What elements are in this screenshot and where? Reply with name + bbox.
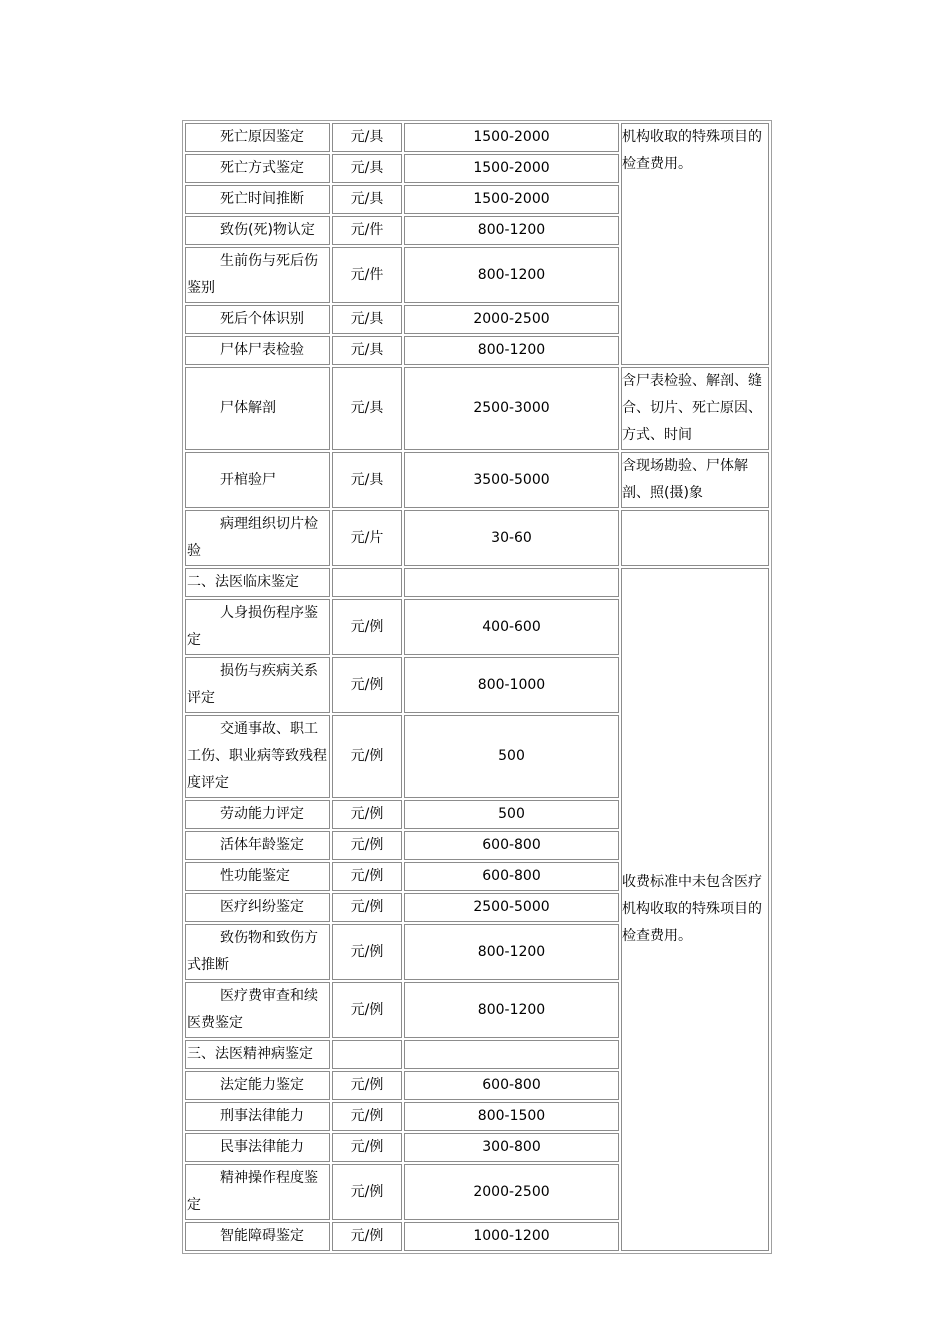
unit-cell: 元/例 [332, 657, 402, 713]
item-cell: 法定能力鉴定 [185, 1071, 330, 1100]
table-row [185, 367, 769, 450]
price-cell: 2500-3000 [404, 367, 619, 450]
item-cell: 活体年龄鉴定 [185, 831, 330, 860]
item-cell: 医疗费审查和续医费鉴定 [185, 982, 330, 1038]
price-cell: 1500-2000 [404, 154, 619, 183]
price-cell: 500 [404, 715, 619, 798]
item-cell: 致伤(死)物认定 [185, 216, 330, 245]
fee-table [182, 120, 772, 1254]
unit-cell: 元/例 [332, 1222, 402, 1251]
unit-cell: 元/件 [332, 247, 402, 303]
price-cell: 3500-5000 [404, 452, 619, 508]
price-cell: 300-800 [404, 1133, 619, 1162]
unit-cell: 元/例 [332, 831, 402, 860]
unit-cell: 元/例 [332, 1102, 402, 1131]
table-row [185, 568, 769, 597]
item-cell: 精神操作程度鉴定 [185, 1164, 330, 1220]
unit-cell [332, 1040, 402, 1069]
note-exhumation: 含现场勘验、尸体解剖、照(摄)象 [621, 452, 769, 508]
note-empty [621, 510, 769, 566]
unit-cell: 元/件 [332, 216, 402, 245]
item-cell: 交通事故、职工工伤、职业病等致残程度评定 [185, 715, 330, 798]
note-special-items: 机构收取的特殊项目的检查费用。 [621, 123, 769, 365]
item-cell: 生前伤与死后伤鉴别 [185, 247, 330, 303]
table-row [185, 510, 769, 566]
unit-cell: 元/具 [332, 336, 402, 365]
item-cell: 性功能鉴定 [185, 862, 330, 891]
table-row [185, 123, 769, 152]
item-cell: 刑事法律能力 [185, 1102, 330, 1131]
price-cell: 2500-5000 [404, 893, 619, 922]
price-cell [404, 1040, 619, 1069]
item-cell: 尸体解剖 [185, 367, 330, 450]
price-cell: 1500-2000 [404, 123, 619, 152]
unit-cell: 元/具 [332, 367, 402, 450]
unit-cell: 元/例 [332, 1164, 402, 1220]
unit-cell: 元/例 [332, 800, 402, 829]
unit-cell: 元/例 [332, 1071, 402, 1100]
price-cell: 600-800 [404, 831, 619, 860]
table-row [185, 452, 769, 508]
unit-cell: 元/例 [332, 715, 402, 798]
unit-cell: 元/具 [332, 452, 402, 508]
item-cell: 死亡原因鉴定 [185, 123, 330, 152]
section-heading: 三、法医精神病鉴定 [185, 1040, 330, 1069]
item-cell: 人身损伤程序鉴定 [185, 599, 330, 655]
item-cell: 病理组织切片检验 [185, 510, 330, 566]
section-heading: 二、法医临床鉴定 [185, 568, 330, 597]
unit-cell: 元/具 [332, 123, 402, 152]
item-cell: 劳动能力评定 [185, 800, 330, 829]
unit-cell: 元/例 [332, 599, 402, 655]
item-cell: 死后个体识别 [185, 305, 330, 334]
price-cell: 800-1500 [404, 1102, 619, 1131]
unit-cell: 元/具 [332, 305, 402, 334]
unit-cell: 元/例 [332, 893, 402, 922]
price-cell: 800-1200 [404, 247, 619, 303]
note-autopsy: 含尸表检验、解剖、缝合、切片、死亡原因、方式、时间 [621, 367, 769, 450]
unit-cell: 元/具 [332, 185, 402, 214]
price-cell: 800-1200 [404, 216, 619, 245]
unit-cell [332, 568, 402, 597]
item-cell: 开棺验尸 [185, 452, 330, 508]
item-cell: 智能障碍鉴定 [185, 1222, 330, 1251]
item-cell: 尸体尸表检验 [185, 336, 330, 365]
price-cell: 600-800 [404, 862, 619, 891]
item-cell: 医疗纠纷鉴定 [185, 893, 330, 922]
price-cell: 800-1200 [404, 336, 619, 365]
item-cell: 损伤与疾病关系评定 [185, 657, 330, 713]
price-cell: 800-1200 [404, 982, 619, 1038]
item-cell: 致伤物和致伤方式推断 [185, 924, 330, 980]
unit-cell: 元/例 [332, 862, 402, 891]
unit-cell: 元/具 [332, 154, 402, 183]
item-cell: 民事法律能力 [185, 1133, 330, 1162]
price-cell: 800-1000 [404, 657, 619, 713]
price-cell: 800-1200 [404, 924, 619, 980]
price-cell [404, 568, 619, 597]
price-cell: 600-800 [404, 1071, 619, 1100]
unit-cell: 元/例 [332, 1133, 402, 1162]
unit-cell: 元/例 [332, 924, 402, 980]
price-cell: 2000-2500 [404, 1164, 619, 1220]
price-cell: 30-60 [404, 510, 619, 566]
note-clinical: 收费标准中未包含医疗机构收取的特殊项目的检查费用。 [621, 568, 769, 1251]
price-cell: 2000-2500 [404, 305, 619, 334]
price-cell: 1500-2000 [404, 185, 619, 214]
item-cell: 死亡方式鉴定 [185, 154, 330, 183]
price-cell: 500 [404, 800, 619, 829]
price-cell: 1000-1200 [404, 1222, 619, 1251]
item-cell: 死亡时间推断 [185, 185, 330, 214]
unit-cell: 元/片 [332, 510, 402, 566]
unit-cell: 元/例 [332, 982, 402, 1038]
price-cell: 400-600 [404, 599, 619, 655]
